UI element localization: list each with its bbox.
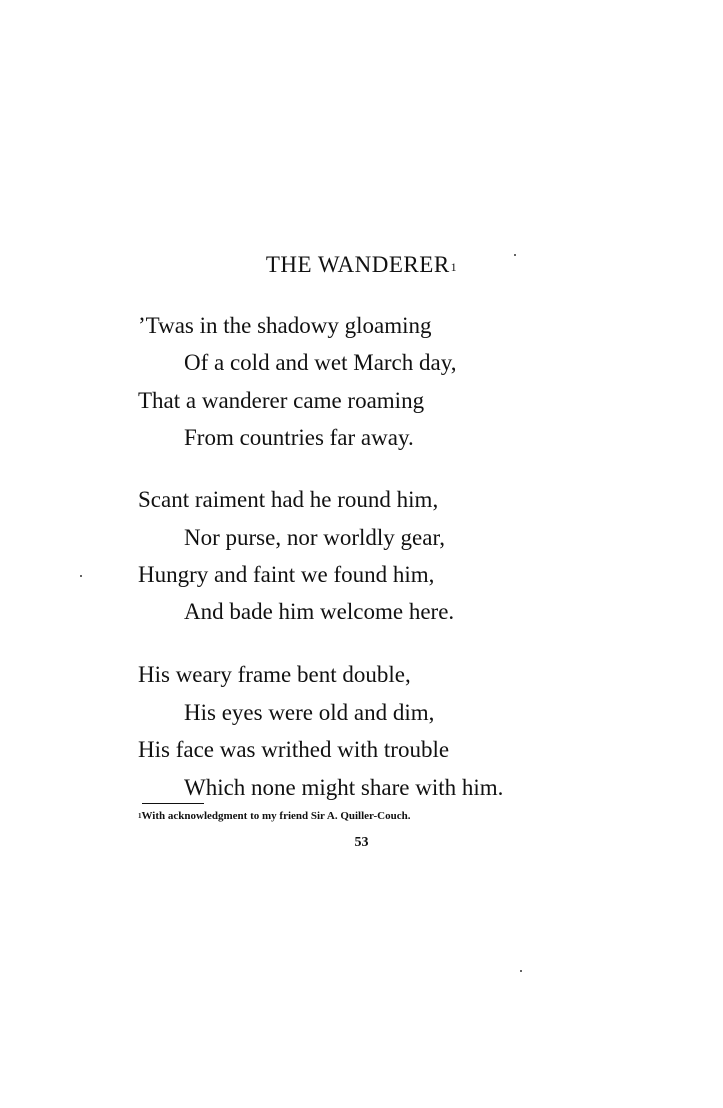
- stanza-2-line-4: And bade him welcome here.: [184, 599, 455, 624]
- stanza-1-line-1: ’Twas in the shadowy gloaming: [138, 313, 432, 338]
- stanza-3-line-4: Which none might share with him.: [184, 775, 504, 800]
- footnote: [138, 809, 411, 823]
- stanza-3-line-2: His eyes were old and dim,: [184, 700, 435, 725]
- scan-speck: [520, 970, 522, 972]
- poem-title-text: THE WANDERER: [265, 252, 450, 277]
- page-number: 53: [354, 835, 369, 850]
- footnote-text: With acknowledgment to my friend Sir A. Quiller-Couch.: [141, 810, 411, 822]
- poem-title: [0, 250, 723, 280]
- stanza-1-line-3: That a wanderer came roaming: [138, 388, 425, 413]
- stanza-1-line-4: From countries far away.: [184, 425, 414, 450]
- scan-speck: [80, 575, 82, 577]
- footnote-mark: 1: [138, 812, 142, 820]
- stanza-1-line-2: Of a cold and wet March day,: [184, 350, 457, 375]
- stanza-2-line-3: Hungry and faint we found him,: [138, 562, 435, 587]
- stanza-2-line-1: Scant raiment had he round him,: [138, 487, 439, 512]
- scan-speck: [514, 254, 516, 256]
- footnote-rule: [142, 803, 204, 804]
- stanza-3-line-1: His weary frame bent double,: [138, 662, 411, 687]
- title-footnote-mark: 1: [450, 260, 458, 274]
- stanza-2-line-2: Nor purse, nor worldly gear,: [184, 525, 445, 550]
- stanza-3-line-3: His face was writhed with trouble: [138, 737, 450, 762]
